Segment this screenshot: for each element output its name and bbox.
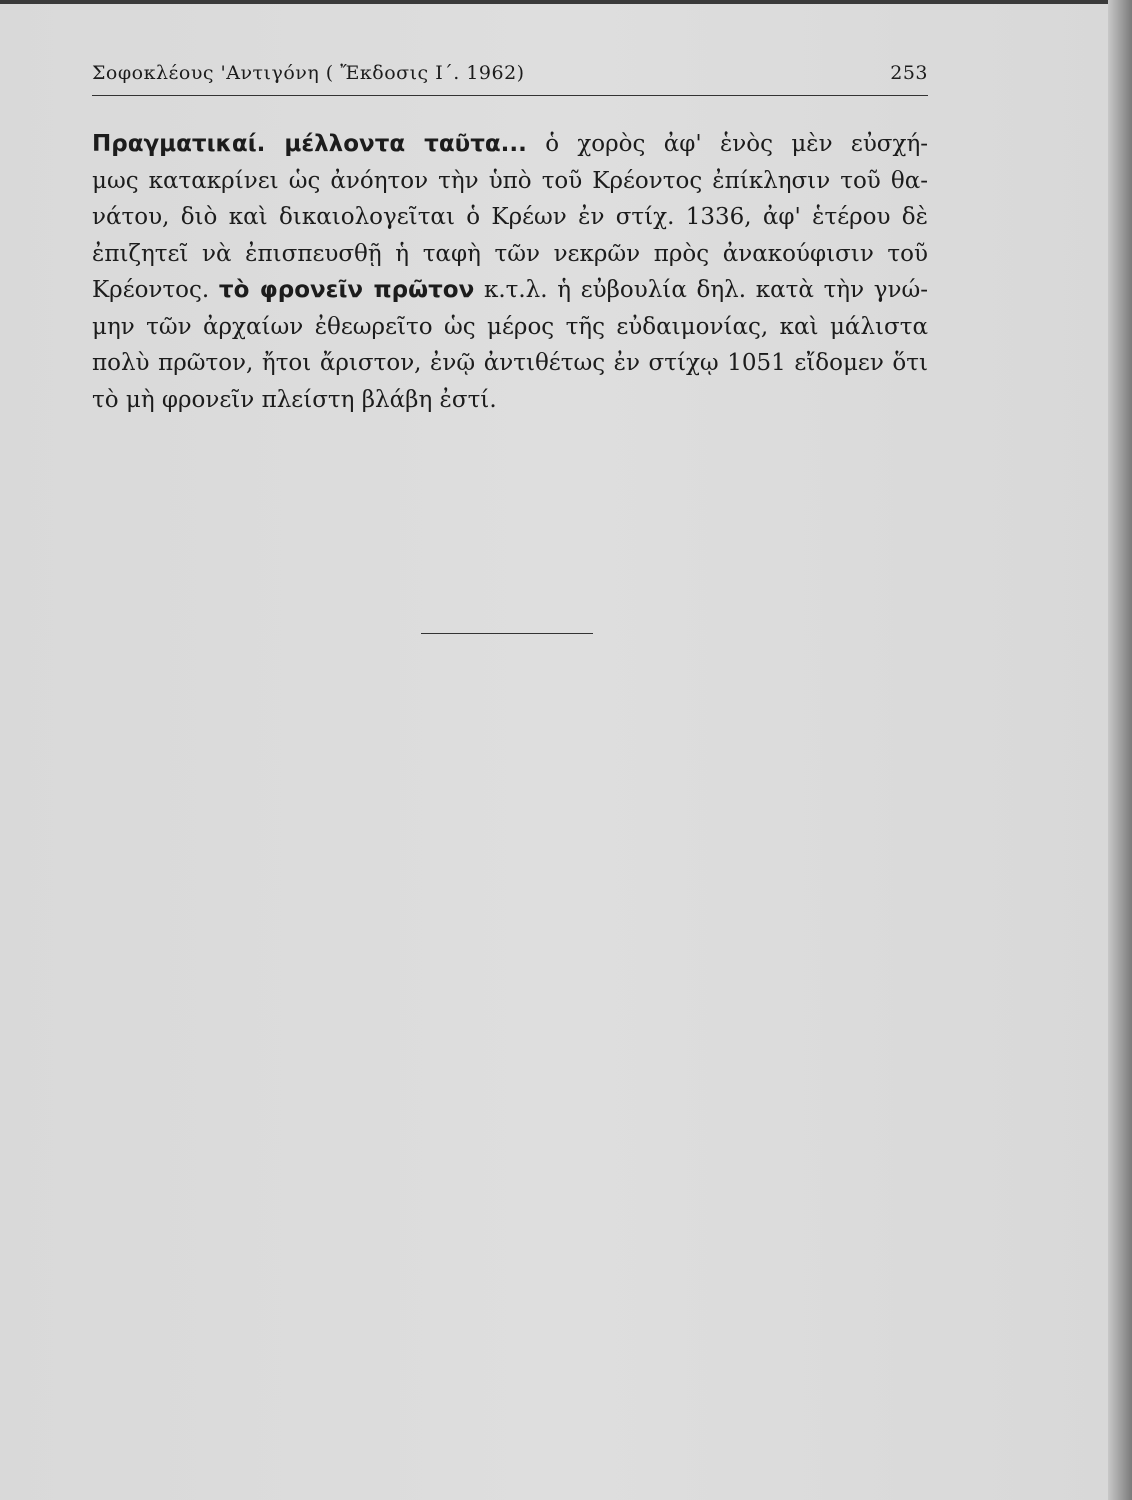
text-line bbox=[92, 199, 928, 236]
text-run: τὸ μὴ φρονεῖν πλείστη βλάβη ἐστί. bbox=[92, 386, 497, 413]
scan-top-border bbox=[0, 0, 1132, 4]
page-number: 253 bbox=[890, 62, 928, 84]
text-line bbox=[92, 309, 928, 346]
header-rule bbox=[92, 95, 928, 96]
text-run: πολὺ πρῶτον, ἤτοι ἄριστον, ἐνῷ ἀντιθέτως ἐν στίχῳ 1051 εἴδομεν ὅτι bbox=[92, 350, 928, 376]
running-head-title: Σοφοκλέους 'Αντιγόνη ( Ἔκδοσις Ι΄. 1962) bbox=[92, 62, 525, 84]
text-line bbox=[92, 236, 928, 273]
text-run: νάτου, διὸ καὶ δικαιολογεῖται ὁ Κρέων ἐν στίχ. 1336, ἀφ' ἑτέρου δὲ bbox=[92, 204, 928, 230]
text-line bbox=[92, 345, 928, 382]
end-rule bbox=[421, 633, 593, 634]
commentary-paragraph bbox=[92, 126, 928, 418]
text-run: κ.τ.λ. ἡ εὐβουλία δηλ. κατὰ τὴν γνώ- bbox=[474, 277, 928, 303]
lemma-bold: τὸ φρονεῖν πρῶτον bbox=[218, 277, 475, 303]
text-run: Κρέοντος. bbox=[92, 277, 219, 303]
text-run: ὁ χορὸς ἀφ' ἑνὸς μὲν εὐσχή- bbox=[526, 131, 928, 157]
text-run: μην τῶν ἀρχαίων ἐθεωρεῖτο ὡς μέρος τῆς εὐδαιμονίας, καὶ μάλιστα bbox=[92, 313, 928, 340]
page-binding-edge bbox=[1108, 0, 1132, 1500]
text-line bbox=[92, 163, 928, 200]
lemma-bold: Πραγματικαί. μέλλοντα ταῦτα... bbox=[92, 131, 527, 157]
text-run: ἐπιζητεῖ νὰ ἐπισπευσθῇ ἡ ταφὴ τῶν νεκρῶν πρὸς ἀνακούφισιν τοῦ bbox=[92, 240, 928, 267]
text-line bbox=[92, 126, 928, 163]
running-head bbox=[92, 60, 928, 90]
text-line bbox=[92, 272, 928, 309]
text-run: μως κατακρίνει ὡς ἀνόητον τὴν ὑπὸ τοῦ Κρέοντος ἐπίκλησιν τοῦ θα- bbox=[92, 167, 928, 194]
text-line bbox=[92, 382, 928, 419]
